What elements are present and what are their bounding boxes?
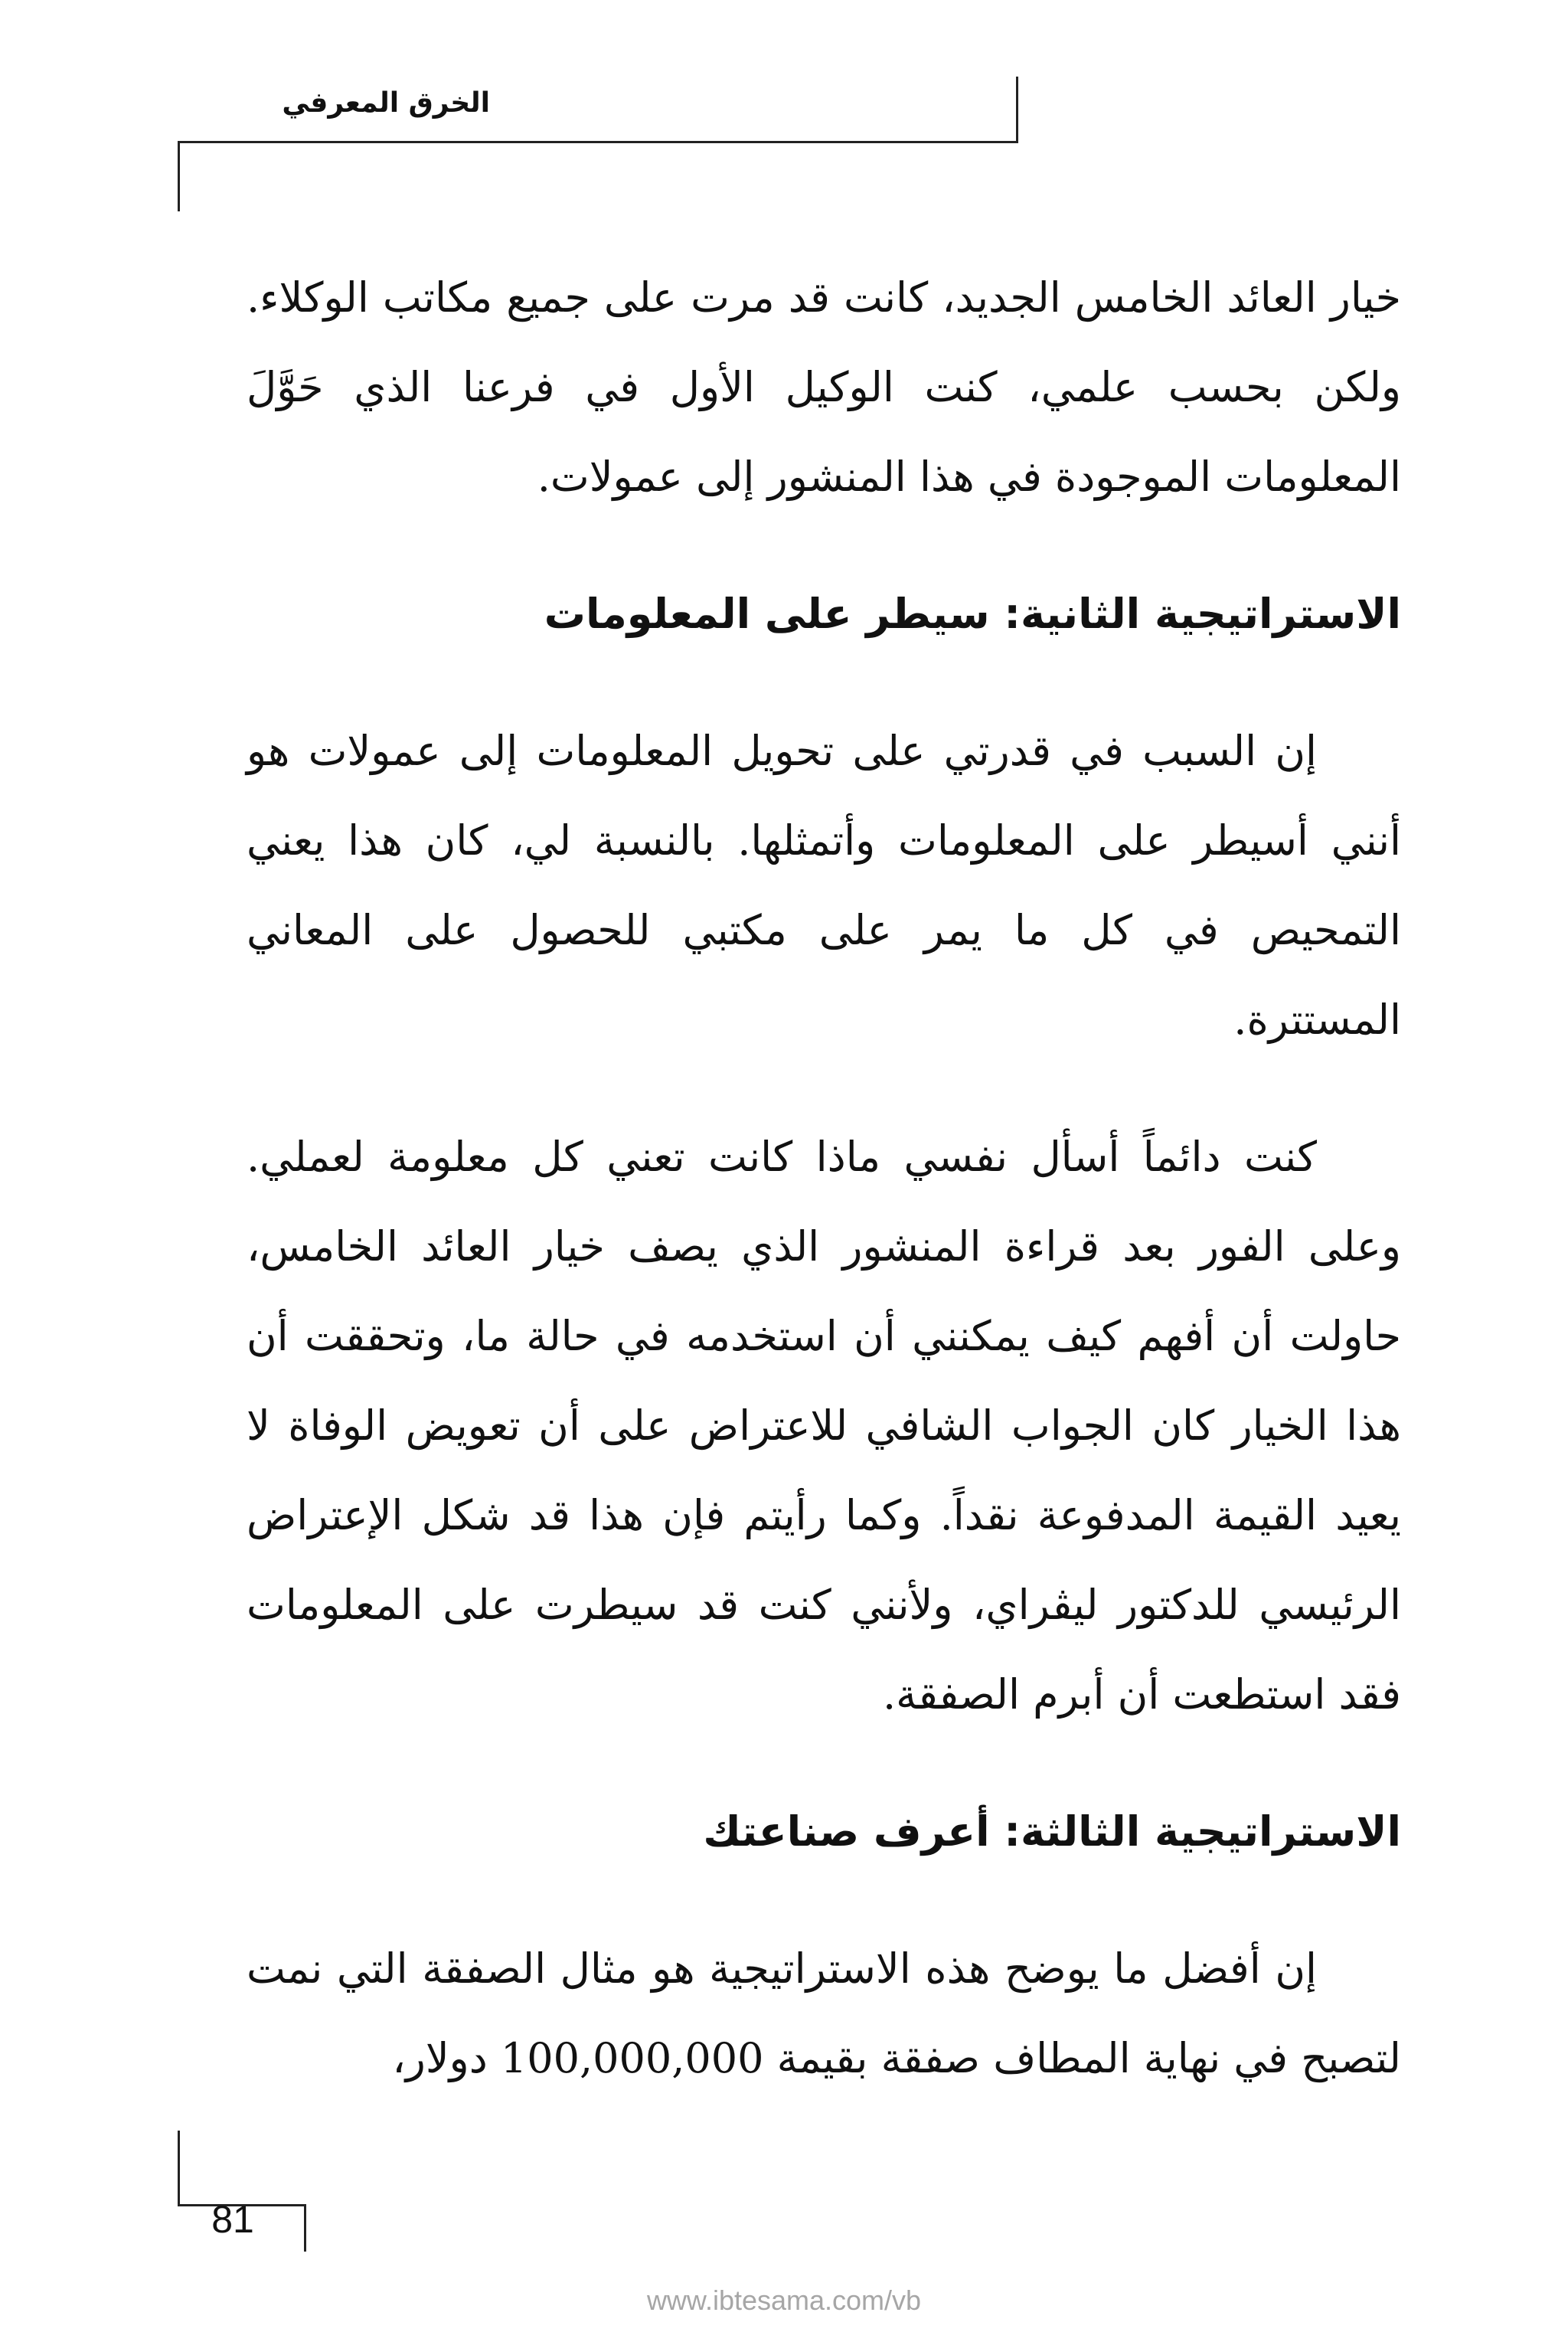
page-number: 81 <box>211 2198 254 2241</box>
header-rule-vertical-left <box>178 141 180 211</box>
page-body <box>247 253 1401 2150</box>
paragraph-4: إن أفضل ما يوضح هذه الاستراتيجية هو مثال الصفقة التي نمت لتصبح في نهاية المطاف صفقة بقيمة 100,000,000 دولار، <box>247 1944 1401 2082</box>
header-rule-vertical-right <box>1016 77 1018 142</box>
section-heading-3: الاستراتيجية الثالثة: أعرف صناعتك <box>703 1807 1401 1856</box>
footer-rule-vertical-left <box>178 2131 180 2206</box>
paragraph-2: إن السبب في قدرتي على تحويل المعلومات إلى عمولات هو أنني أسيطر على المعلومات وأتمثلها. بالنسبة لي، كان هذا يعني التمحيص في كل ما يمر على مكتبي للحصول على المعاني المستترة. <box>247 727 1401 1044</box>
header-rule-horizontal <box>178 141 1018 143</box>
paragraph-1: خيار العائد الخامس الجديد، كانت قد مرت على جميع مكاتب الوكلاء. ولكن بحسب علمي، كنت الوكيل الأول في فرعنا الذي حَوَّلَ المعلومات الموجودة في هذا المنشور إلى عمولات. <box>247 273 1401 501</box>
running-head: الخرق المعرفي <box>282 87 490 119</box>
section-heading-2: الاستراتيجية الثانية: سيطر على المعلومات <box>544 590 1401 638</box>
paragraph-3: كنت دائماً أسأل نفسي ماذا كانت تعني كل معلومة لعملي. وعلى الفور بعد قراءة المنشور الذي يصف خيار العائد الخامس، حاولت أن أفهم كيف يمكنني أن استخدمه في حالة ما، وتحققت أن هذا الخيار كان الجواب الشافي للاعتراض على أن تعويض الوفاة لا يعيد القيمة المدفوعة نقداً. وكما رأيتم فإن هذا قد شكل الإعتراض الرئيسي للدكتور ليڤراي، ولأنني كنت قد سيطرت على المعلومات فقد استطعت أن أبرم الصفقة. <box>247 1133 1401 1719</box>
footer-rule-vertical-right <box>304 2204 306 2252</box>
watermark-link[interactable]: www.ibtesama.com/vb <box>646 2285 922 2316</box>
